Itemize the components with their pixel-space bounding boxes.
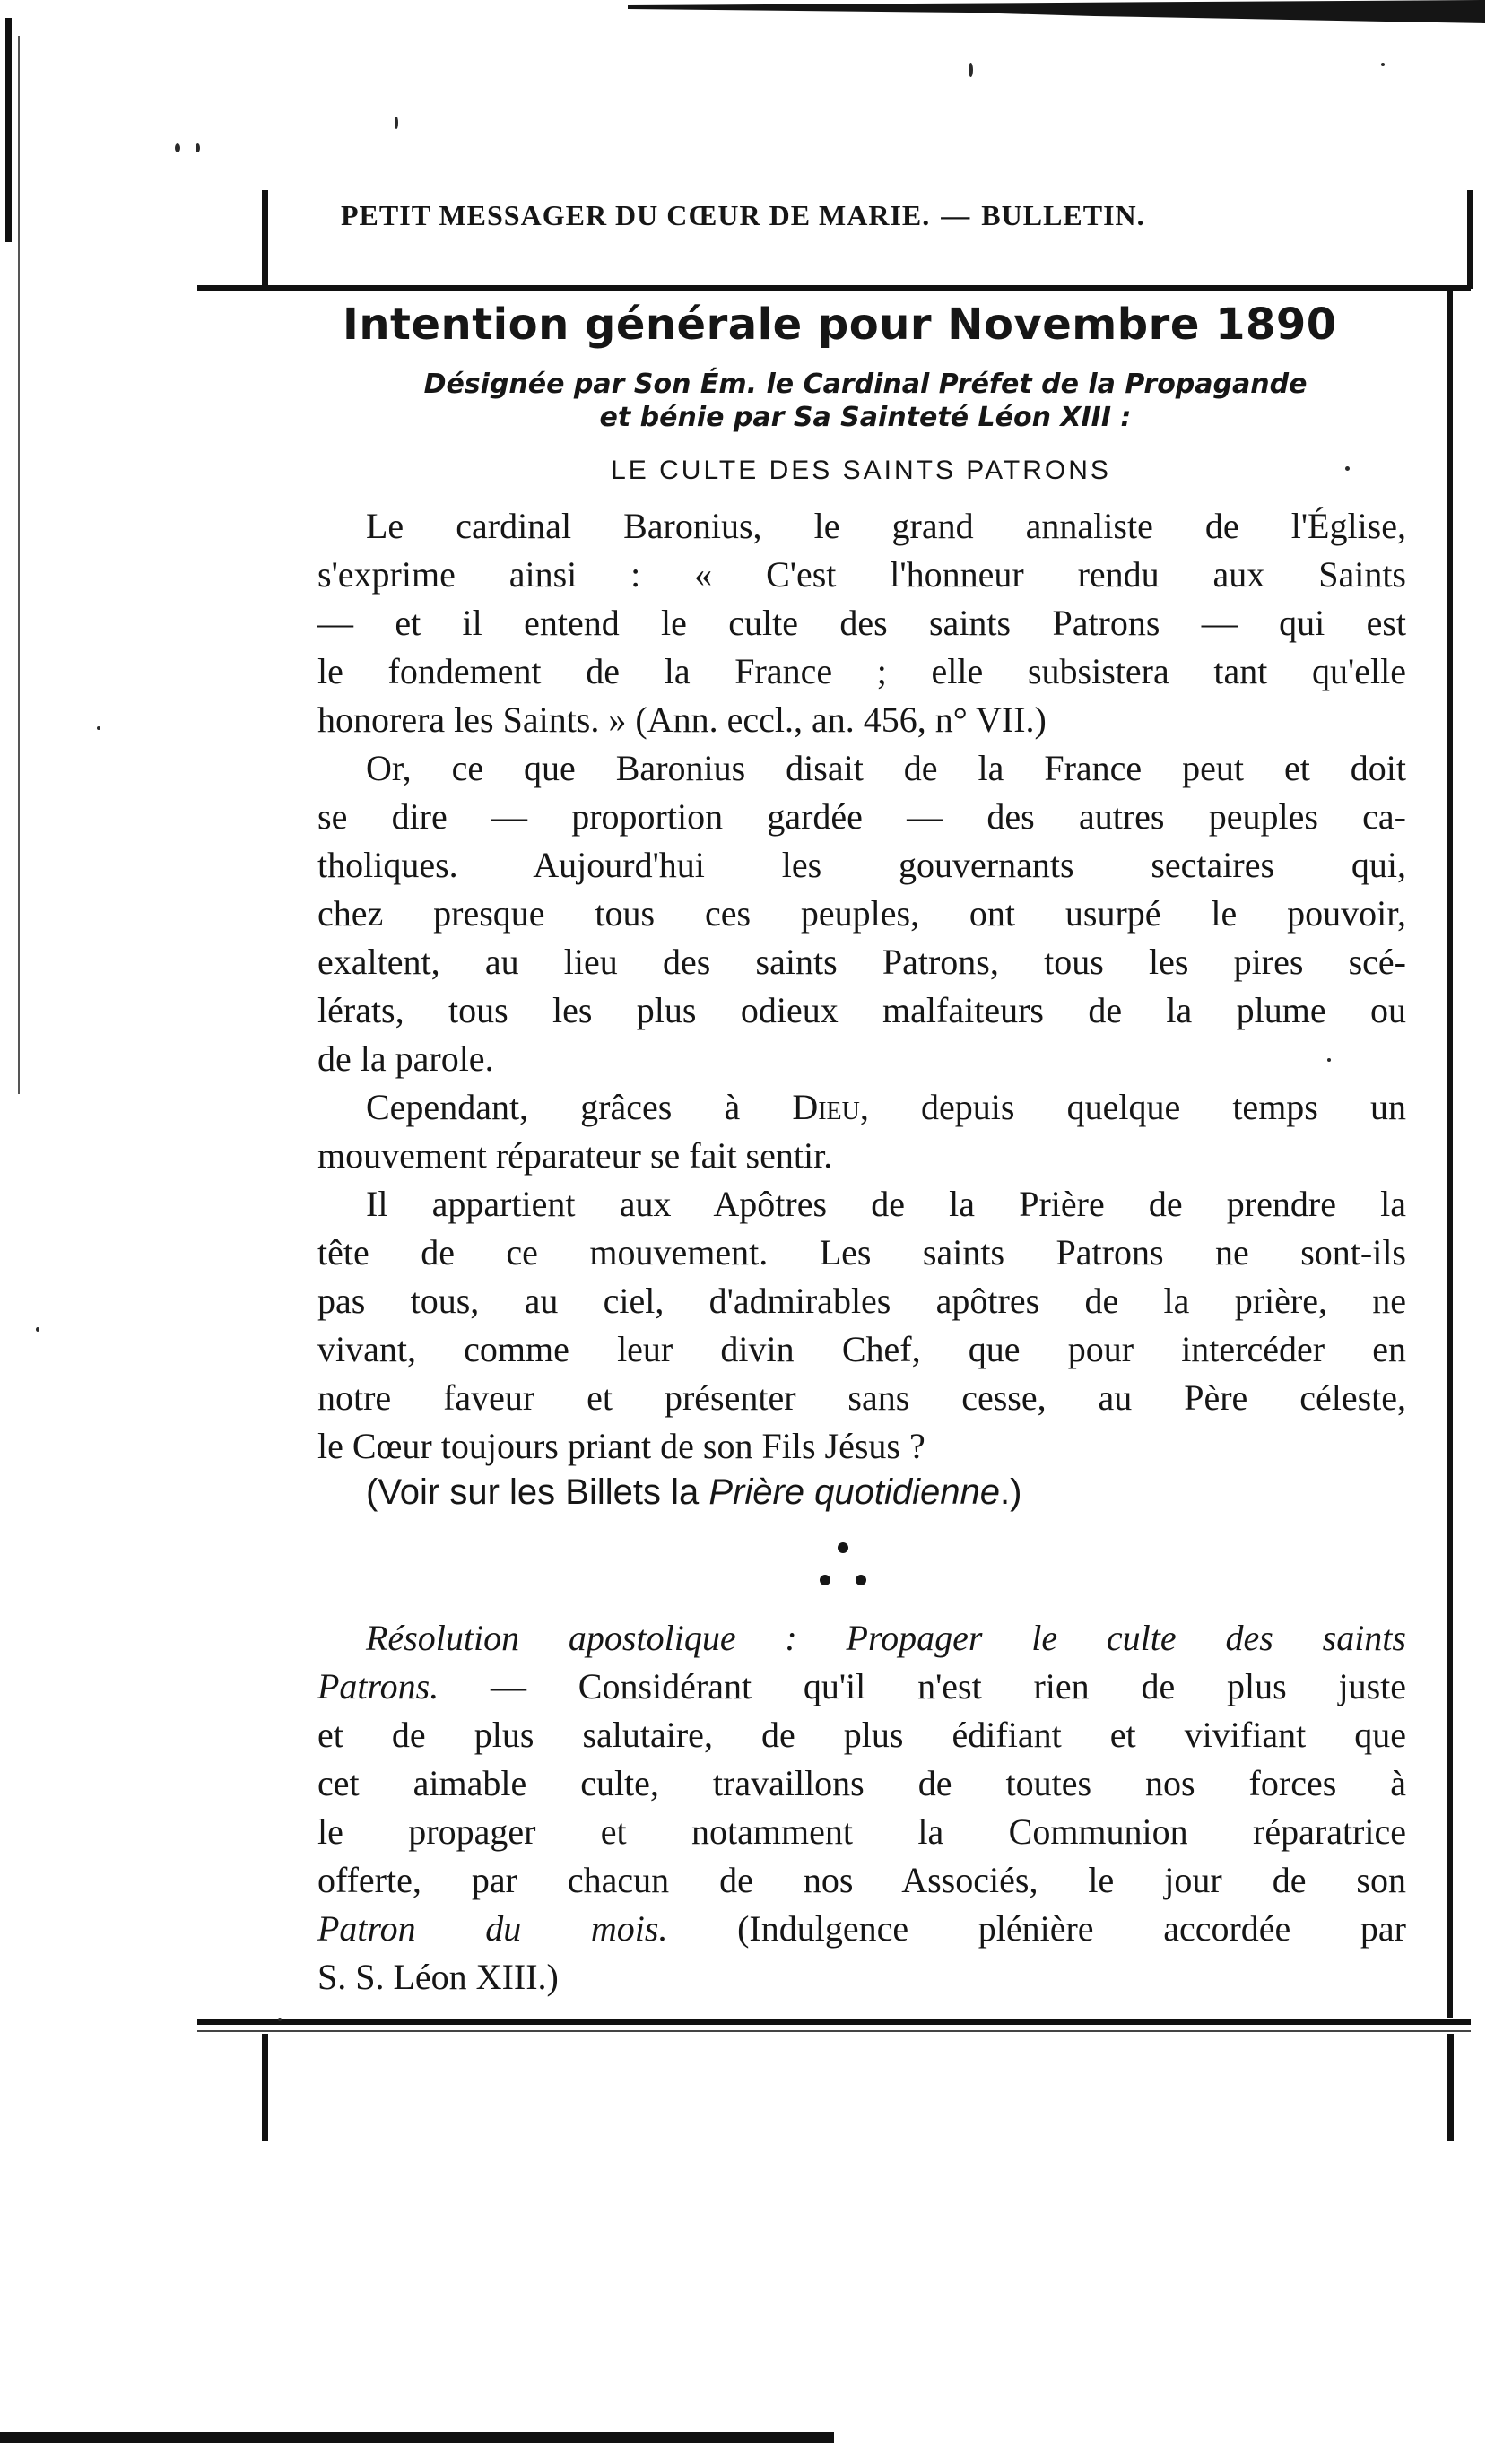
section-name: BULLETIN.: [981, 199, 1145, 231]
running-header: [341, 199, 1363, 232]
text-line: [317, 1663, 1406, 1711]
text-line: [317, 1614, 1406, 1663]
paragraph-repair-movement: [317, 1083, 1406, 1180]
text-line: de la parole.: [317, 1038, 494, 1079]
speck: [196, 143, 200, 152]
resolution-label-cont: Patrons.: [317, 1666, 439, 1706]
text-line: s'exprime ainsi : « C'est l'honneur rendu aux Saints: [317, 554, 1406, 595]
text-line: mouvement réparateur se fait sentir.: [317, 1135, 833, 1176]
text-line: pas tous, au ciel, d'admirables apôtres de la prière, ne: [317, 1281, 1406, 1321]
text-line: Or, ce que Baronius disait de la France peut et doit: [366, 748, 1406, 788]
text-fragment: , depuis quelque temps un: [859, 1087, 1406, 1127]
text-line: offerte, par chacun de nos Associés, le jour de son: [317, 1860, 1406, 1900]
text-line: vivant, comme leur divin Chef, que pour intercéder en: [317, 1329, 1406, 1369]
subtitle-line-1: Désignée par Son Ém. le Cardinal Préfet de la Propagande: [423, 369, 1308, 400]
text-line: tholiques. Aujourd'hui les gouvernants sectaires qui,: [317, 845, 1406, 885]
subtitle-line-2: et bénie par Sa Sainteté Léon XIII :: [599, 402, 1132, 433]
text-line: le Cœur toujours priant de son Fils Jésus ?: [317, 1426, 925, 1466]
text-line: se dire — proportion gardée — des autres peuples ca-: [317, 796, 1406, 837]
text-line: [317, 1905, 1406, 1953]
patron-of-month: Patron du mois.: [317, 1908, 668, 1949]
speck: [278, 2018, 282, 2021]
paragraph-apostles: [317, 1180, 1406, 1471]
torn-top-edge-fragment: [628, 0, 1485, 23]
text-line: — et il entend le culte des saints Patrons — qui est: [317, 603, 1406, 643]
header-rule: [197, 285, 1471, 291]
left-margin-rule-top: [5, 18, 12, 242]
text-fragment: Cependant, grâces à: [366, 1087, 793, 1127]
text-line: notre faveur et présenter sans cesse, au Père céleste,: [317, 1377, 1406, 1418]
page-title: Intention générale pour Novembre 1890: [343, 300, 1337, 350]
speck: [175, 143, 180, 152]
text-fragment: Dieu: [792, 1087, 860, 1127]
see-prayer-note: [366, 1472, 1021, 1513]
right-frame-rule-lower: [1447, 2034, 1454, 2141]
right-frame-rule-mid: [1447, 287, 1453, 2018]
left-frame-rule-lower: [262, 2034, 268, 2141]
header-separator: —: [941, 199, 971, 231]
paragraph-other-peoples: [317, 744, 1406, 1083]
text-fragment: (Voir sur les Billets la: [366, 1472, 709, 1512]
text-line: Il appartient aux Apôtres de la Prière de prendre la: [366, 1184, 1406, 1224]
text-line: Le cardinal Baronius, le grand annaliste de l'Église,: [366, 506, 1406, 546]
speck: [97, 726, 100, 730]
bottom-edge-fragment: [0, 2432, 834, 2443]
text-line: cet aimable culte, travaillons de toutes nos forces à: [317, 1763, 1406, 1803]
text-line: chez presque tous ces peuples, ont usurpé le pouvoir,: [317, 893, 1406, 934]
paragraph-baronius: [317, 502, 1406, 744]
asterism-ornament: [807, 1535, 879, 1598]
text-line: exaltent, au lieu des saints Patrons, tous les pires scé-: [317, 942, 1406, 982]
text-line: lérats, tous les plus odieux malfaiteurs de la plume ou: [317, 990, 1406, 1030]
speck: [969, 63, 973, 77]
speck: [36, 1327, 39, 1332]
text-line: le propager et notamment la Communion réparatrice: [317, 1811, 1406, 1852]
speck: [395, 117, 398, 129]
publication-name: PETIT MESSAGER DU CŒUR DE MARIE.: [341, 199, 931, 231]
text-line: tête de ce mouvement. Les saints Patrons ne sont-ils: [317, 1232, 1406, 1272]
speck: [1381, 63, 1385, 66]
right-frame-rule: [1467, 190, 1473, 289]
left-frame-rule: [262, 190, 268, 289]
text-fragment: .): [1000, 1472, 1022, 1512]
section-heading: LE CULTE DES SAINTS PATRONS: [611, 456, 1111, 485]
footer-rule: [197, 2019, 1471, 2025]
footer-rule-thin: [197, 2030, 1471, 2032]
left-margin-rule-thin: [18, 36, 20, 1094]
text-line: honorera les Saints. » (Ann. eccl., an. 456, n° VII.): [317, 699, 1047, 740]
text-line: S. S. Léon XIII.): [317, 1957, 559, 1997]
text-fragment: (Indulgence plénière accordée par: [667, 1908, 1406, 1949]
text-fragment: — Considérant qu'il n'est rien de plus juste: [439, 1666, 1406, 1706]
paragraph-resolution: [317, 1614, 1406, 2002]
resolution-label: Résolution apostolique : Propager le culte des saints: [366, 1618, 1406, 1658]
subtitle: [359, 368, 1372, 434]
text-line: [317, 1083, 1406, 1132]
text-fragment-italic: Prière quotidienne: [708, 1472, 1001, 1512]
text-line: le fondement de la France ; elle subsistera tant qu'elle: [317, 651, 1406, 691]
text-line: et de plus salutaire, de plus édifiant et vivifiant que: [317, 1715, 1406, 1755]
